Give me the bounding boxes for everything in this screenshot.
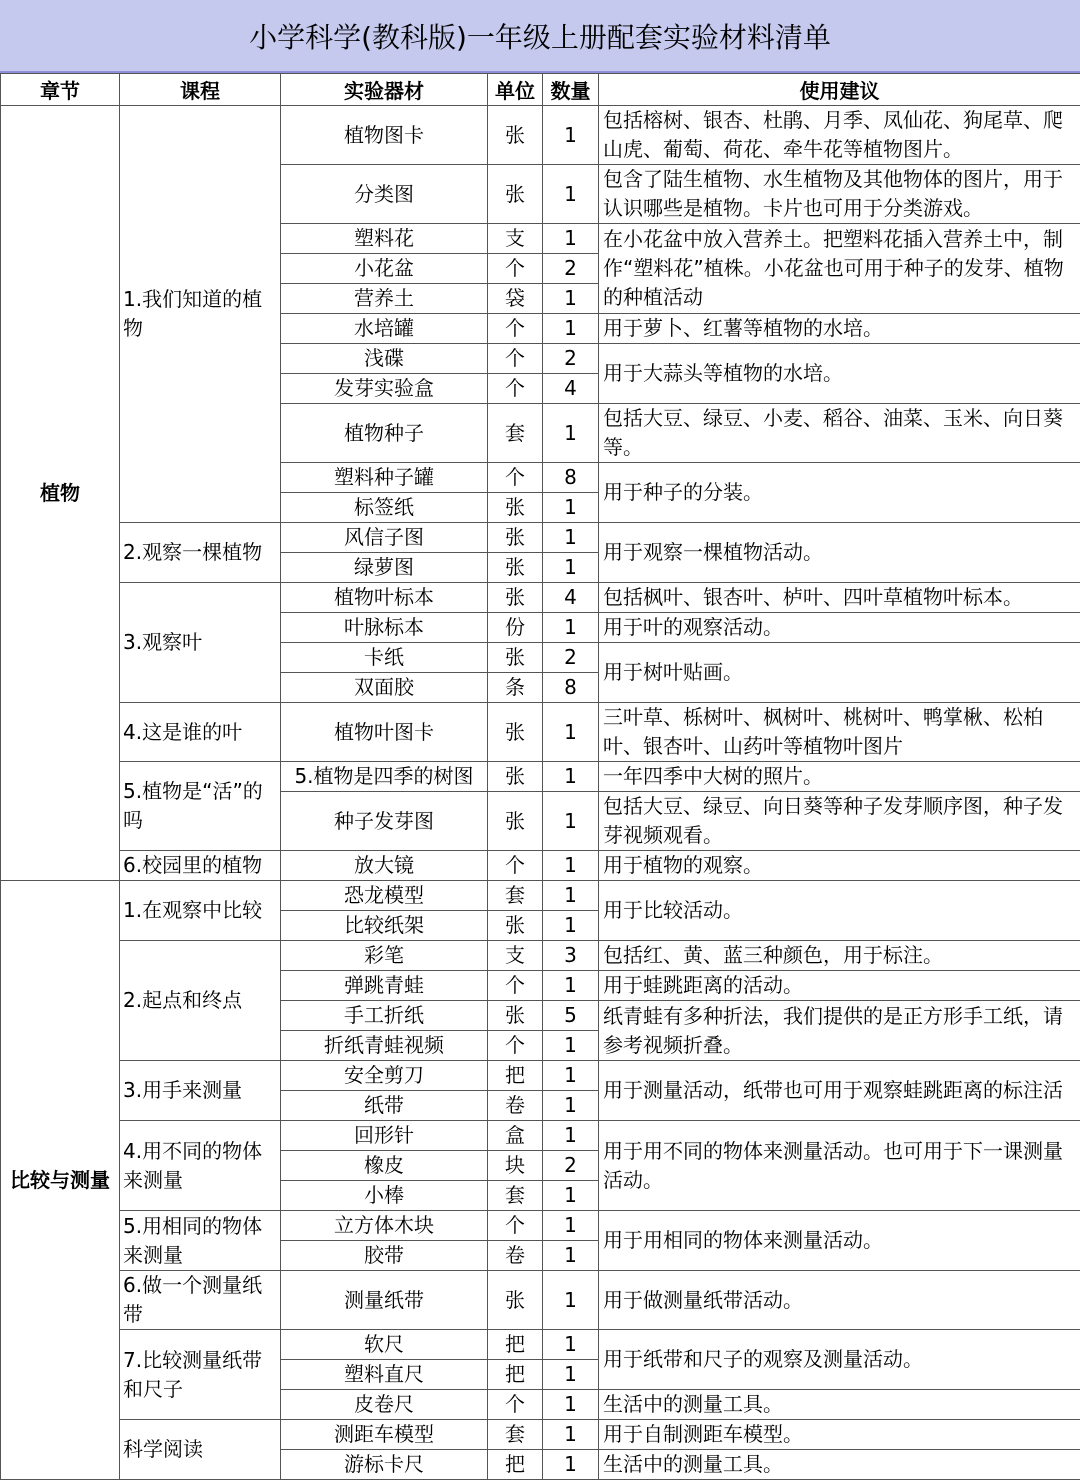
item-name: 折纸青蛙视频 [281, 1031, 488, 1061]
course-cell: 4.这是谁的叶 [120, 703, 281, 762]
course-cell: 科学阅读 [120, 1420, 281, 1480]
item-unit: 张 [488, 106, 543, 165]
item-unit: 卷 [488, 1091, 543, 1121]
item-unit: 个 [488, 1031, 543, 1061]
item-unit: 套 [488, 404, 543, 463]
item-qty: 1 [543, 613, 599, 643]
item-unit: 套 [488, 881, 543, 911]
item-name: 皮卷尺 [281, 1390, 488, 1420]
item-qty: 2 [543, 344, 599, 374]
item-unit: 张 [488, 165, 543, 224]
item-qty: 1 [543, 493, 599, 523]
item-unit: 张 [488, 792, 543, 851]
header-course: 课程 [120, 74, 281, 106]
item-qty: 1 [543, 314, 599, 344]
item-qty: 1 [543, 1181, 599, 1211]
table-row [1, 583, 1080, 613]
usage-note: 用于树叶贴画。 [599, 643, 1080, 703]
header-chapter: 章节 [1, 74, 120, 106]
item-name: 植物叶标本 [281, 583, 488, 613]
item-unit: 张 [488, 1271, 543, 1330]
item-name: 恐龙模型 [281, 881, 488, 911]
usage-note: 用于观察一棵植物活动。 [599, 523, 1080, 583]
item-qty: 1 [543, 703, 599, 762]
item-qty: 4 [543, 583, 599, 613]
header-quantity: 数量 [543, 74, 599, 106]
course-cell: 2.起点和终点 [120, 941, 281, 1061]
item-qty: 5 [543, 1001, 599, 1031]
table-row [1, 703, 1080, 762]
item-name: 塑料直尺 [281, 1360, 488, 1390]
item-qty: 1 [543, 404, 599, 463]
usage-note: 包括红、黄、蓝三种颜色，用于标注。 [599, 941, 1080, 971]
course-cell: 1.在观察中比较 [120, 881, 281, 941]
item-qty: 1 [543, 224, 599, 254]
item-qty: 1 [543, 1121, 599, 1151]
item-name: 测距车模型 [281, 1420, 488, 1450]
item-unit: 个 [488, 851, 543, 881]
usage-note: 生活中的测量工具。 [599, 1450, 1080, 1480]
item-unit: 支 [488, 941, 543, 971]
item-unit: 盒 [488, 1121, 543, 1151]
item-unit: 个 [488, 374, 543, 404]
item-name: 风信子图 [281, 523, 488, 553]
item-unit: 张 [488, 493, 543, 523]
item-name: 塑料花 [281, 224, 488, 254]
course-cell: 5.植物是“活”的吗 [120, 762, 281, 851]
item-qty: 1 [543, 1091, 599, 1121]
usage-note: 包含了陆生植物、水生植物及其他物体的图片，用于认识哪些是植物。卡片也可用于分类游戏。 [599, 165, 1080, 224]
item-unit: 份 [488, 613, 543, 643]
item-unit: 把 [488, 1360, 543, 1390]
item-name: 胶带 [281, 1241, 488, 1271]
usage-note: 用于大蒜头等植物的水培。 [599, 344, 1080, 404]
usage-note: 用于纸带和尺子的观察及测量活动。 [599, 1330, 1080, 1390]
course-cell: 5.用相同的物体来测量 [120, 1211, 281, 1271]
item-unit: 张 [488, 643, 543, 673]
item-qty: 1 [543, 1031, 599, 1061]
title-bar [0, 0, 1080, 73]
course-cell: 6.校园里的植物 [120, 851, 281, 881]
item-name: 测量纸带 [281, 1271, 488, 1330]
table-row [1, 851, 1080, 881]
item-qty: 1 [543, 1241, 599, 1271]
usage-note: 包括大豆、绿豆、向日葵等种子发芽顺序图，种子发芽视频观看。 [599, 792, 1080, 851]
item-qty: 1 [543, 792, 599, 851]
item-unit: 张 [488, 911, 543, 941]
item-qty: 1 [543, 106, 599, 165]
usage-note: 用于比较活动。 [599, 881, 1080, 941]
usage-note: 包括枫叶、银杏叶、栌叶、四叶草植物叶标本。 [599, 583, 1080, 613]
item-name: 植物图卡 [281, 106, 488, 165]
table-row [1, 1420, 1080, 1450]
table-row [1, 941, 1080, 971]
header-row [1, 74, 1080, 106]
usage-note: 包括大豆、绿豆、小麦、稻谷、油菜、玉米、向日葵等。 [599, 404, 1080, 463]
usage-note: 用于测量活动，纸带也可用于观察蛙跳距离的标注活 [599, 1061, 1080, 1121]
item-qty: 1 [543, 1330, 599, 1360]
item-qty: 1 [543, 881, 599, 911]
item-unit: 张 [488, 583, 543, 613]
usage-note: 用于萝卜、红薯等植物的水培。 [599, 314, 1080, 344]
item-unit: 条 [488, 673, 543, 703]
header-unit: 单位 [488, 74, 543, 106]
item-unit: 张 [488, 523, 543, 553]
item-qty: 1 [543, 1061, 599, 1091]
header-usage: 使用建议 [599, 74, 1080, 106]
item-qty: 1 [543, 523, 599, 553]
usage-note: 用于种子的分装。 [599, 463, 1080, 523]
item-unit: 个 [488, 1211, 543, 1241]
item-unit: 袋 [488, 284, 543, 314]
usage-note: 包括榕树、银杏、杜鹃、月季、凤仙花、狗尾草、爬山虎、葡萄、荷花、牵牛花等植物图片。 [599, 106, 1080, 165]
usage-note: 用于自制测距车模型。 [599, 1420, 1080, 1450]
item-qty: 1 [543, 1420, 599, 1450]
usage-note: 纸青蛙有多种折法，我们提供的是正方形手工纸，请参考视频折叠。 [599, 1001, 1080, 1061]
item-unit: 支 [488, 224, 543, 254]
item-name: 浅碟 [281, 344, 488, 374]
item-name: 回形针 [281, 1121, 488, 1151]
item-qty: 1 [543, 971, 599, 1001]
header-equipment: 实验器材 [281, 74, 488, 106]
table-row [1, 1211, 1080, 1241]
item-qty: 1 [543, 911, 599, 941]
item-unit: 套 [488, 1420, 543, 1450]
item-name: 游标卡尺 [281, 1450, 488, 1480]
item-unit: 个 [488, 254, 543, 284]
table-row [1, 762, 1080, 792]
item-name: 标签纸 [281, 493, 488, 523]
item-qty: 1 [543, 1360, 599, 1390]
item-name: 弹跳青蛙 [281, 971, 488, 1001]
item-unit: 把 [488, 1450, 543, 1480]
item-qty: 1 [543, 851, 599, 881]
course-cell: 3.用手来测量 [120, 1061, 281, 1121]
item-qty: 2 [543, 643, 599, 673]
table-row [1, 1271, 1080, 1330]
table-row [1, 1330, 1080, 1360]
item-qty: 1 [543, 165, 599, 224]
item-unit: 个 [488, 463, 543, 493]
item-name: 卡纸 [281, 643, 488, 673]
item-name: 小花盆 [281, 254, 488, 284]
page-title: 小学科学(教科版)一年级上册配套实验材料清单 [249, 16, 831, 56]
item-name: 彩笔 [281, 941, 488, 971]
item-unit: 个 [488, 314, 543, 344]
item-unit: 个 [488, 1390, 543, 1420]
usage-note: 用于用不同的物体来测量活动。也可用于下一课测量活动。 [599, 1121, 1080, 1211]
materials-table [0, 73, 1080, 1480]
item-name: 种子发芽图 [281, 792, 488, 851]
table-row [1, 1061, 1080, 1091]
item-qty: 1 [543, 1450, 599, 1480]
item-qty: 2 [543, 1151, 599, 1181]
item-qty: 1 [543, 762, 599, 792]
course-cell: 3.观察叶 [120, 583, 281, 703]
item-unit: 卷 [488, 1241, 543, 1271]
item-name: 纸带 [281, 1091, 488, 1121]
item-name: 营养土 [281, 284, 488, 314]
item-name: 5.植物是四季的树图 [281, 762, 488, 792]
item-name: 安全剪刀 [281, 1061, 488, 1091]
item-qty: 2 [543, 254, 599, 284]
item-unit: 套 [488, 1181, 543, 1211]
item-name: 叶脉标本 [281, 613, 488, 643]
usage-note: 用于蛙跳距离的活动。 [599, 971, 1080, 1001]
item-name: 比较纸架 [281, 911, 488, 941]
usage-note: 三叶草、栎树叶、枫树叶、桃树叶、鸭掌楸、松柏叶、银杏叶、山药叶等植物叶图片 [599, 703, 1080, 762]
table-row [1, 1121, 1080, 1151]
item-qty: 1 [543, 284, 599, 314]
item-qty: 3 [543, 941, 599, 971]
usage-note: 生活中的测量工具。 [599, 1390, 1080, 1420]
item-unit: 个 [488, 344, 543, 374]
course-cell: 7.比较测量纸带和尺子 [120, 1330, 281, 1420]
item-unit: 张 [488, 553, 543, 583]
usage-note: 用于做测量纸带活动。 [599, 1271, 1080, 1330]
item-unit: 个 [488, 971, 543, 1001]
usage-note: 在小花盆中放入营养土。把塑料花插入营养土中，制作“塑料花”植株。小花盆也可用于种子的发芽、植物的种植活动 [599, 224, 1080, 314]
item-name: 立方体木块 [281, 1211, 488, 1241]
item-name: 双面胶 [281, 673, 488, 703]
course-cell: 4.用不同的物体来测量 [120, 1121, 281, 1211]
item-qty: 1 [543, 1390, 599, 1420]
item-unit: 块 [488, 1151, 543, 1181]
item-name: 水培罐 [281, 314, 488, 344]
item-unit: 张 [488, 762, 543, 792]
item-qty: 1 [543, 1211, 599, 1241]
usage-note: 用于用相同的物体来测量活动。 [599, 1211, 1080, 1271]
table-row [1, 106, 1080, 165]
item-qty: 4 [543, 374, 599, 404]
course-cell: 1.我们知道的植物 [120, 106, 281, 523]
table-row [1, 881, 1080, 911]
course-cell: 2.观察一棵植物 [120, 523, 281, 583]
item-qty: 8 [543, 673, 599, 703]
item-name: 植物种子 [281, 404, 488, 463]
item-name: 发芽实验盒 [281, 374, 488, 404]
item-qty: 8 [543, 463, 599, 493]
usage-note: 用于叶的观察活动。 [599, 613, 1080, 643]
item-unit: 张 [488, 703, 543, 762]
item-qty: 1 [543, 553, 599, 583]
chapter-cell: 比较与测量 [1, 881, 120, 1480]
item-unit: 把 [488, 1061, 543, 1091]
item-unit: 把 [488, 1330, 543, 1360]
item-name: 绿萝图 [281, 553, 488, 583]
course-cell: 6.做一个测量纸带 [120, 1271, 281, 1330]
item-name: 植物叶图卡 [281, 703, 488, 762]
usage-note: 用于植物的观察。 [599, 851, 1080, 881]
item-name: 小棒 [281, 1181, 488, 1211]
chapter-cell: 植物 [1, 106, 120, 881]
item-name: 放大镜 [281, 851, 488, 881]
item-qty: 1 [543, 1271, 599, 1330]
item-unit: 张 [488, 1001, 543, 1031]
item-name: 软尺 [281, 1330, 488, 1360]
table-row [1, 523, 1080, 553]
item-name: 分类图 [281, 165, 488, 224]
item-name: 塑料种子罐 [281, 463, 488, 493]
usage-note: 一年四季中大树的照片。 [599, 762, 1080, 792]
item-name: 手工折纸 [281, 1001, 488, 1031]
item-name: 橡皮 [281, 1151, 488, 1181]
